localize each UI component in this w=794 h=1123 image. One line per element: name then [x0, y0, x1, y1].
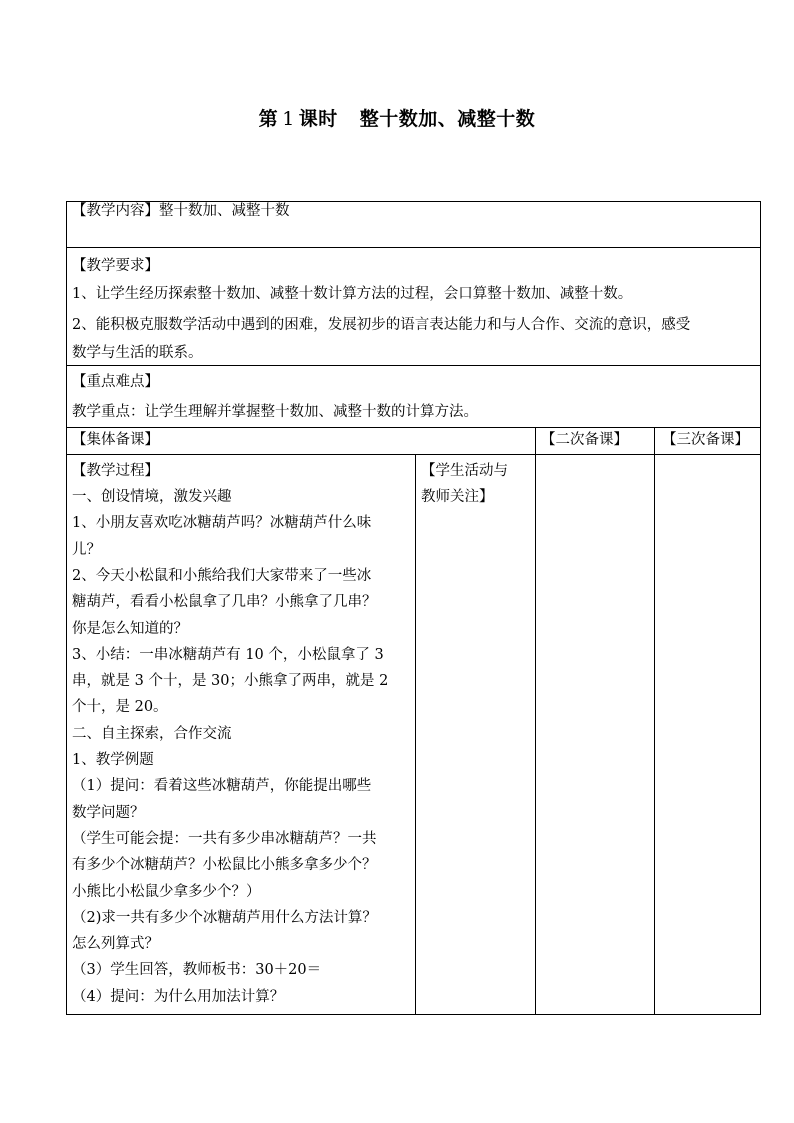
title-topic: 整十数加、减整十数	[359, 108, 536, 130]
second-planning-header: 【二次备课】	[541, 432, 628, 448]
activity-header-2: 教师关注】	[421, 489, 494, 505]
process-line: 有多少个冰糖葫芦？小松鼠比小熊多拿多少个？	[72, 857, 377, 874]
process-line: （4）提问：为什么用加法计算？	[72, 988, 285, 1005]
collective-planning-header: 【集体备课】	[72, 432, 159, 448]
content-label: 【教学内容】	[72, 203, 159, 219]
content-row	[72, 198, 290, 224]
process-heading: 【教学过程】	[72, 463, 159, 479]
process-line: 串，就是 3 个十，是 30；小熊拿了两串，就是 2	[72, 673, 389, 690]
process-line: 二、自主探索，合作交流	[72, 725, 232, 742]
requirement-1: 1、让学生经历探索整十数加、减整十数计算方法的过程，会口算整十数加、减整十数。	[72, 286, 633, 302]
process-line: 1、小朋友喜欢吃冰糖葫芦吗？冰糖葫芦什么味	[72, 515, 372, 532]
key-points-heading: 【重点难点】	[72, 374, 159, 390]
page-title: 第 1 课时 整十数加、减整十数	[258, 108, 536, 130]
process-line: 2、今天小松鼠和小熊给我们大家带来了一些冰	[72, 567, 372, 584]
process-line: 你是怎么知道的？	[72, 620, 188, 637]
process-line: 数学问题？	[72, 804, 145, 821]
key-points-text: 教学重点：让学生理解并掌握整十数加、减整十数的计算方法。	[72, 404, 478, 420]
requirement-2b: 数学与生活的联系。	[72, 345, 203, 361]
process-line: （学生可能会提：一共有多少串冰糖葫芦？一共	[72, 830, 377, 847]
process-line: 儿？	[72, 541, 101, 558]
requirements-heading: 【教学要求】	[72, 258, 159, 274]
process-line: 3、小结：一串冰糖葫芦有 10 个，小松鼠拿了 3	[72, 646, 384, 663]
process-line: 糖葫芦，看看小松鼠拿了几串？小熊拿了几串？	[72, 594, 377, 611]
third-planning-header: 【三次备课】	[662, 432, 749, 448]
process-line: 一、创设情境，激发兴趣	[72, 489, 232, 505]
process-line: （1）提问：看着这些冰糖葫芦，你能提出哪些	[72, 778, 372, 795]
process-line: 怎么列算式？	[72, 936, 159, 953]
process-line: 1、教学例题	[72, 752, 154, 768]
process-line: 个十，是 20。	[72, 699, 168, 716]
process-line: 小熊比小松鼠少拿多少个？）	[72, 883, 261, 900]
process-line: （2)求一共有多少个冰糖葫芦用什么方法计算？	[72, 909, 377, 926]
requirement-2a: 2、能积极克服数学活动中遇到的困难，发展初步的语言表达能力和与人合作、交流的意识，感受	[72, 317, 691, 333]
content-value: 整十数加、减整十数	[159, 203, 290, 219]
process-line: （3）学生回答，教师板书：30＋20＝	[72, 962, 322, 979]
activity-header-1: 【学生活动与	[421, 463, 508, 479]
